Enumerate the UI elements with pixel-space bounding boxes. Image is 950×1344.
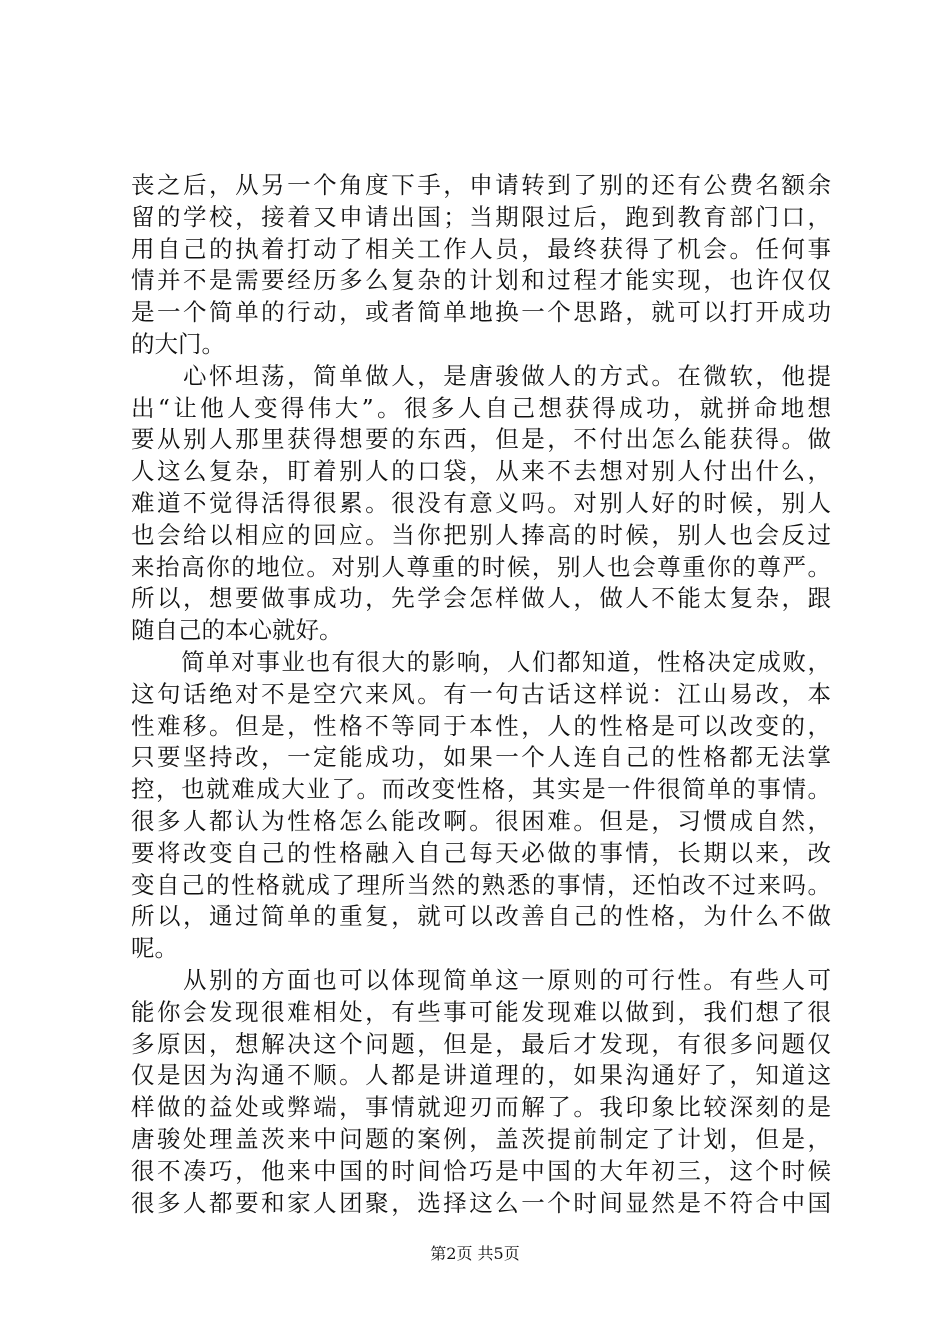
- text-line: 唐骏处理盖茨来中问题的案例，盖茨提前制定了计划，但是，: [131, 1124, 831, 1153]
- text-line: 是一个简单的行动，或者简单地换一个思路，就可以打开成功: [131, 298, 831, 327]
- text-line: 来抬高你的地位。对别人尊重的时候，别人也会尊重你的尊严。: [131, 552, 831, 581]
- text-line: 能你会发现很难相处，有些事可能发现难以做到，我们想了很: [131, 997, 831, 1026]
- text-line: 丧之后，从另一个角度下手，申请转到了别的还有公费名额余: [131, 171, 831, 199]
- text-line: 多原因，想解决这个问题，但是，最后才发现，有很多问题仅: [131, 1029, 831, 1058]
- text-line: 只要坚持改，一定能成功，如果一个人连自己的性格都无法掌: [131, 743, 831, 772]
- text-line: 所以，通过简单的重复，就可以改善自己的性格，为什么不做: [131, 902, 831, 931]
- text-line: 从别的方面也可以体现简单这一原则的可行性。有些人可: [131, 965, 831, 994]
- page-footer: 第2页 共5页: [430, 1244, 520, 1263]
- text-line: 随自己的本心就好。: [131, 616, 343, 645]
- text-line: 用自己的执着打动了相关工作人员，最终获得了机会。任何事: [131, 234, 831, 263]
- text-line: 心怀坦荡，简单做人，是唐骏做人的方式。在微软，他提: [131, 361, 831, 390]
- text-line: 很不凑巧，他来中国的时间恰巧是中国的大年初三，这个时候: [131, 1156, 831, 1185]
- text-line: 变自己的性格就成了理所当然的熟悉的事情，还怕改不过来吗。: [131, 870, 831, 899]
- text-line: 人这么复杂，盯着别人的口袋，从来不去想对别人付出什么，: [131, 457, 831, 486]
- text-line: 这句话绝对不是空穴来风。有一句古话这样说：江山易改，本: [131, 679, 831, 708]
- text-line: 留的学校，接着又申请出国；当期限过后，跑到教育部门口，: [131, 202, 831, 231]
- text-line: 很多人都认为性格怎么能改啊。很困难。但是，习惯成自然，: [131, 806, 831, 835]
- text-line: 难道不觉得活得很累。很没有意义吗。对别人好的时候，别人: [131, 488, 831, 517]
- text-line: 仅是因为沟通不顺。人都是讲道理的，如果沟通好了，知道这: [131, 1061, 831, 1090]
- text-line: 要从别人那里获得想要的东西，但是，不付出怎么能获得。做: [131, 425, 831, 454]
- body-text: [131, 170, 831, 1219]
- text-line: 的大门。: [131, 329, 225, 358]
- text-line: 出“让他人变得伟大”。很多人自己想获得成功，就拼命地想: [131, 393, 831, 422]
- text-line: 呢。: [131, 934, 178, 963]
- text-line: 控，也就难成大业了。而改变性格，其实是一件很简单的事情。: [131, 775, 831, 804]
- text-line: 也会给以相应的回应。当你把别人捧高的时候，别人也会反过: [131, 520, 831, 549]
- text-line: 简单对事业也有很大的影响，人们都知道，性格决定成败，: [131, 647, 831, 676]
- text-line: 情并不是需要经历多么复杂的计划和过程才能实现，也许仅仅: [131, 266, 831, 295]
- text-line: 样做的益处或弊端，事情就迎刃而解了。我印象比较深刻的是: [131, 1093, 831, 1122]
- text-line: 所以，想要做事成功，先学会怎样做人，做人不能太复杂，跟: [131, 584, 831, 613]
- text-line: 要将改变自己的性格融入自己每天必做的事情，长期以来，改: [131, 838, 831, 867]
- text-line: 很多人都要和家人团聚，选择这么一个时间显然是不符合中国: [131, 1188, 831, 1217]
- text-line: 性难移。但是，性格不等同于本性，人的性格是可以改变的，: [131, 711, 831, 740]
